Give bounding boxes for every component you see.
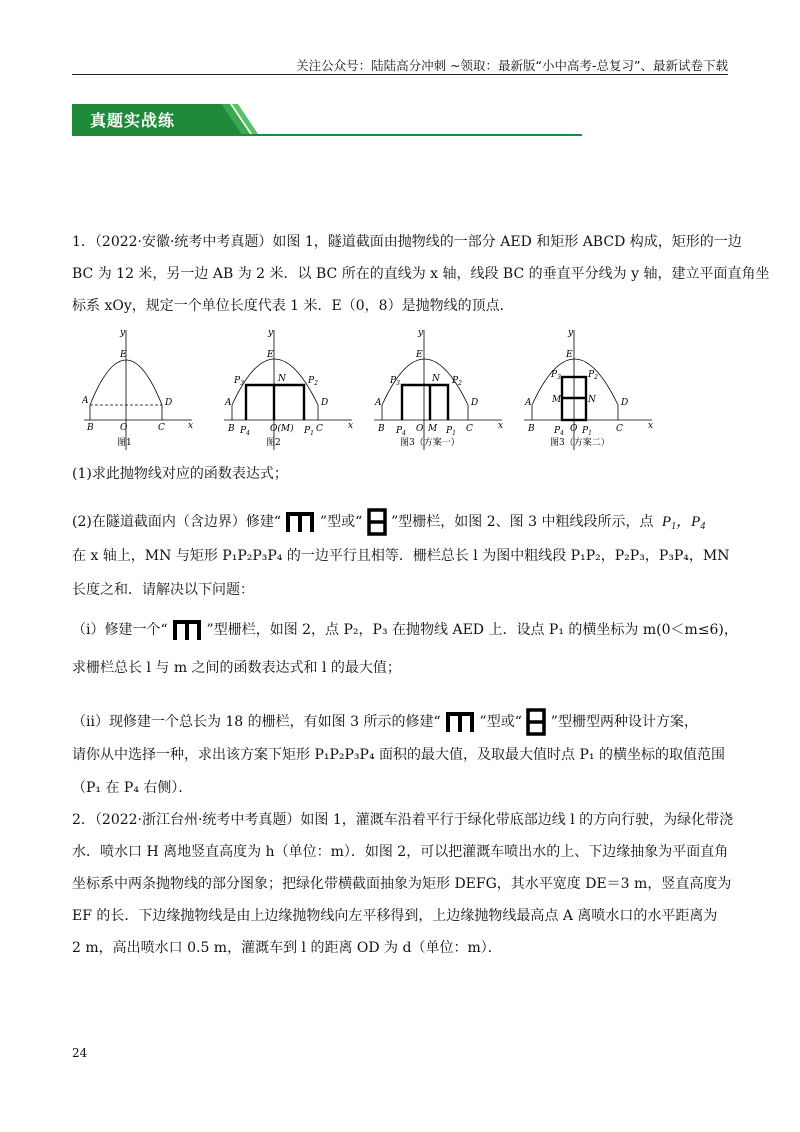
q1-sub2-line2: 请你从中选择一种，求出该方案下矩形 P₁P₂P₃P₄ 面积的最大值，及取最大值时点 P₁ 的横坐标的取值范围: [72, 747, 725, 763]
figure-1-caption: 图1: [117, 438, 132, 448]
svg-text:O: O: [570, 424, 578, 434]
q2-line1: 2．（2022·浙江台州·统考中考真题）如图 1，灌溉车沿着平行于绿化带底部边线 l 的方向行驶，为绿化带浇: [72, 812, 734, 828]
svg-text:A: A: [225, 398, 232, 408]
svg-text:x: x: [348, 421, 354, 431]
svg-text:A: A: [525, 398, 532, 408]
svg-text:N: N: [278, 374, 286, 384]
q2-line5: 2 m，高出喷水口 0.5 m，灌溉车到 l 的距离 OD 为 d（单位：m）．: [72, 940, 502, 956]
svg-text:B: B: [378, 424, 385, 434]
svg-text:A: A: [82, 396, 89, 406]
q1-part2-line1: (2)在隧道截面内（含边界）修建“ ”型或“ ”型栅栏，如图 2、图 3 中粗线段所示，点 $P_1$，$P_4$: [72, 508, 728, 539]
svg-text:P1: $P_1$: [446, 426, 456, 437]
svg-text:P2: $P_2$: [308, 376, 318, 387]
q1-sub1-line2: 求栅栏总长 l 与 m 之间的函数表达式和 l 的最大值；: [72, 660, 401, 676]
page-number: 24: [72, 1046, 88, 1060]
q1-part2-line2: 在 x 轴上，MN 与矩形 P₁P₂P₃P₄ 的一边平行且相等．栅栏总长 l 为图中粗线段 P₁P₂，P₂P₃，P₃P₄，MN: [72, 548, 730, 564]
header-rule: [72, 74, 728, 75]
q1-sub2-line3: （P₁ 在 P₄ 右侧）．: [72, 780, 193, 796]
svg-text:P1: $P_1$: [304, 426, 314, 437]
q1-figures: [82, 325, 722, 455]
svg-text:D: D: [621, 398, 629, 408]
svg-text:P3: $P_3$: [390, 376, 400, 387]
q1-sub2-line1: （ⅱ）现修建一个总长为 18 的栅栏，有如图 3 所示的修建“ ”型或“ ”型栅型两种设计方案，: [72, 708, 728, 736]
svg-text:D: D: [165, 398, 173, 408]
svg-text:y: y: [120, 328, 126, 338]
svg-text:D: D: [471, 398, 479, 408]
fence-h-icon: [367, 508, 387, 536]
svg-text:B: B: [528, 424, 535, 434]
svg-text:x: x: [498, 421, 504, 431]
svg-text:C: C: [616, 424, 623, 434]
svg-text:P3: $P_3$: [551, 370, 561, 381]
svg-text:C: C: [466, 424, 473, 434]
svg-text:y: y: [568, 328, 574, 338]
q2-line3: 坐标系中两条抛物线的部分图象；把绿化带横截面抽象为矩形 DEFG，其水平宽度 DE＝3 m，竖直高度为: [72, 876, 732, 892]
svg-text:M: M: [428, 424, 438, 434]
page-header: 关注公众号：陆陆高分冲刺 ~领取：最新版“小中高考-总复习”、最新试卷下载: [296, 58, 728, 73]
q1-line3: 标系 xOy，规定一个单位长度代表 1 米．E（0，8）是抛物线的顶点．: [72, 298, 514, 314]
figure-2-caption: 图2: [266, 438, 281, 448]
fence-h-icon: [526, 708, 546, 736]
figure-3b-caption: 图3（方案二）: [550, 438, 610, 448]
q1-sub1-line1: （ⅰ）修建一个“ ”型栅栏，如图 2，点 P₂，P₃ 在抛物线 AED 上．设点 P₁ 的横坐标为 m(0＜m≤6)，: [72, 618, 728, 642]
fence-m-icon: [172, 619, 202, 641]
q2-line2: 水．喷水口 H 离地竖直高度为 h（单位：m）．如图 2，可以把灌溉车喷出水的上、下边缘抽象为平面直角: [72, 844, 729, 860]
svg-text:N: N: [588, 395, 596, 405]
svg-text:x: x: [648, 421, 654, 431]
q1-part1: (1)求此抛物线对应的函数表达式；: [72, 466, 288, 482]
svg-text:B: B: [228, 424, 235, 434]
fence-m-icon: [445, 711, 475, 733]
svg-text:M: M: [552, 395, 562, 405]
q1-part2-line3: 长度之和．请解决以下问题：: [72, 582, 254, 598]
svg-text:C: C: [158, 423, 165, 433]
svg-text:A: A: [375, 398, 382, 408]
figure-3a-caption: 图3（方案一）: [400, 438, 460, 448]
svg-text:N: N: [432, 374, 440, 384]
svg-text:D: D: [321, 398, 329, 408]
svg-text:y: y: [268, 328, 274, 338]
svg-text:E: E: [120, 350, 127, 360]
svg-text:E: E: [566, 350, 573, 360]
svg-text:y: y: [418, 328, 424, 338]
figure-1: [84, 330, 192, 450]
svg-text:P4: $P_4$: [554, 426, 564, 437]
svg-text:O: O: [120, 423, 128, 433]
svg-text:P3: $P_3$: [234, 376, 244, 387]
svg-text:O: O: [416, 424, 424, 434]
section-title: 真题实战练: [90, 111, 176, 130]
q1-line1: 1．（2022·安徽·统考中考真题）如图 1，隧道截面由抛物线的一部分 AED 和矩形 ABCD 构成，矩形的一边: [72, 234, 742, 250]
svg-text:O(M): O(M): [270, 424, 294, 434]
svg-text:P4: $P_4$: [240, 426, 250, 437]
svg-text:E: E: [267, 350, 274, 360]
svg-text:C: C: [316, 424, 323, 434]
q2-line4: EF 的长．下边缘抛物线是由上边缘抛物线向左平移得到，上边缘抛物线最高点 A 离喷水口的水平距离为: [72, 908, 718, 924]
svg-text:P2: $P_2$: [588, 370, 598, 381]
q1-line2: BC 为 12 米，另一边 AB 为 2 米．以 BC 所在的直线为 x 轴，线段 BC 的垂直平分线为 y 轴，建立平面直角坐: [72, 266, 770, 282]
svg-text:P4: $P_4$: [396, 426, 406, 437]
svg-text:B: B: [87, 423, 94, 433]
svg-text:x: x: [188, 421, 194, 431]
svg-text:P1: $P_1$: [582, 426, 592, 437]
fence-m-icon: [285, 511, 315, 533]
svg-text:P2: $P_2$: [452, 376, 462, 387]
svg-text:E: E: [416, 350, 423, 360]
